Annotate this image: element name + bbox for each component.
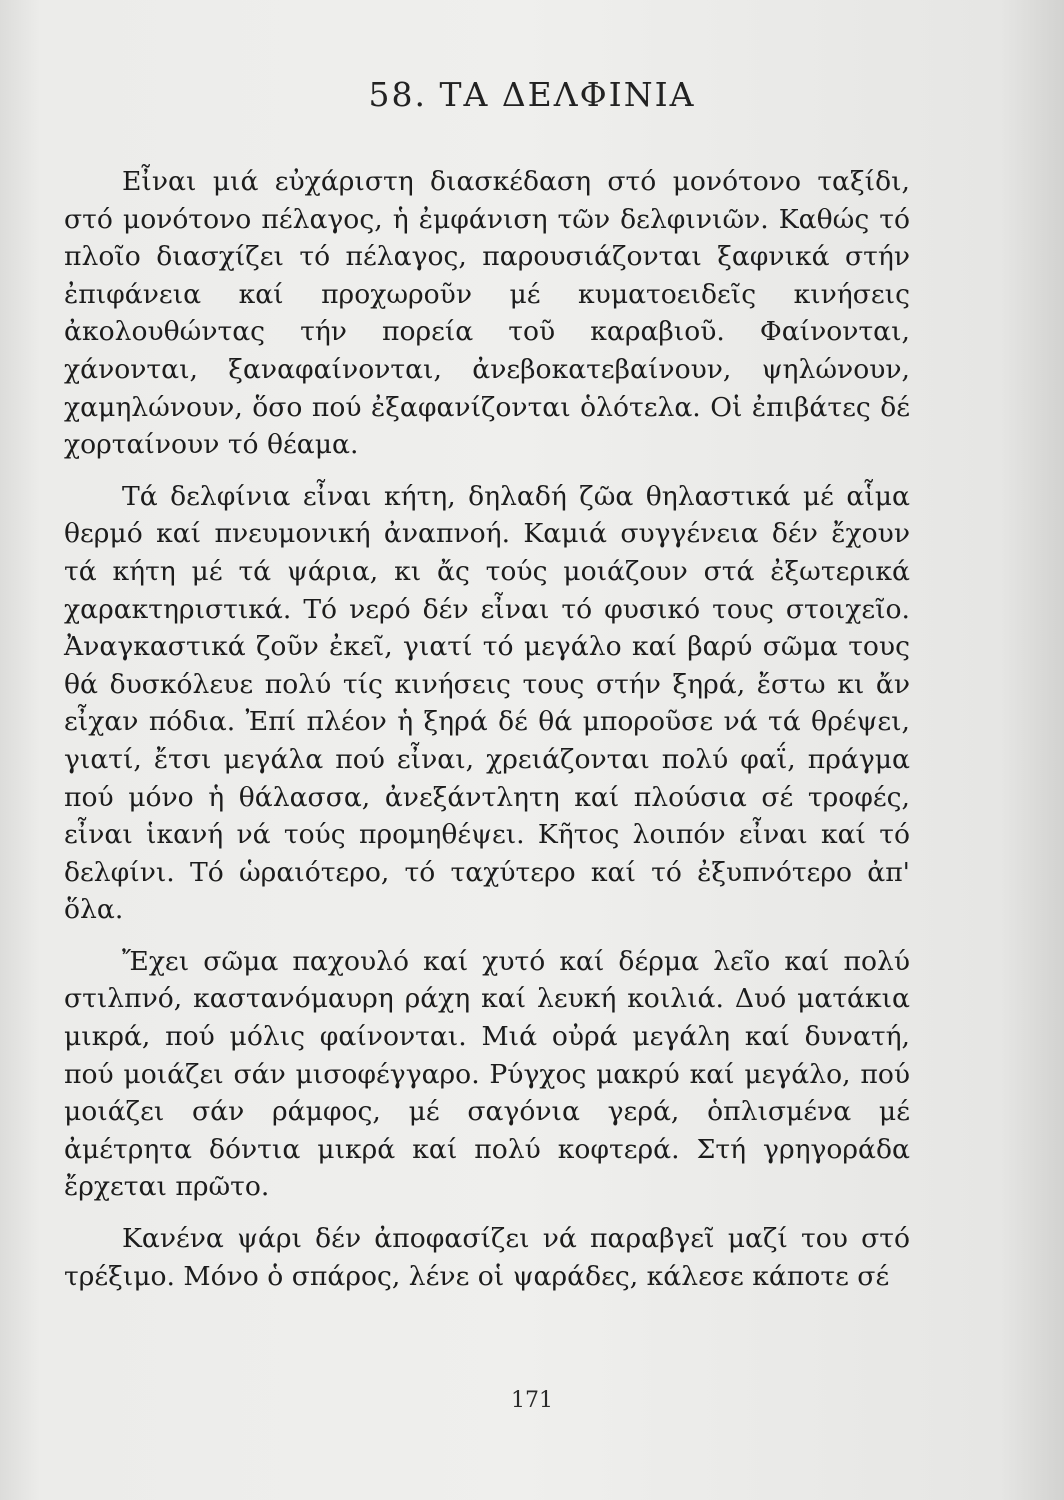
body-text (64, 163, 910, 1309)
paragraph-3: Ἔχει σῶμα παχουλό καί χυτό καί δέρμα λεῖο καί πολύ στιλπνό, καστανόμαυρη ράχη καί λευκή κοιλιά. Δυό ματάκια μικρά, πού μόλις φαίνονται. Μιά οὐρά μεγάλη καί δυνατή, πού μοιάζει σάν μισοφέγγαρο. Ρύγχος μακρύ καί μεγάλο, πού μοιάζει σάν ράμφος, μέ σαγόνια γερά, ὁπλισμένα μέ ἀμέτρητα δόντια μικρά καί πολύ κοφτερά. Στή γρηγοράδα ἔρχεται πρῶτο. (64, 945, 910, 1203)
paragraph-2: Τά δελφίνια εἶναι κήτη, δηλαδή ζῶα θηλαστικά μέ αἷμα θερμό καί πνευμονική ἀναπνοή. Καμιά συγγένεια δέν ἔχουν τά κήτη μέ τά ψάρια, κι ἄς τούς μοιάζουν στά ἐξωτερικά χαρακτηριστικά. Τό νερό δέν εἶναι τό φυσικό τους στοιχεῖο. Ἀναγκαστικά ζοῦν ἐκεῖ, γιατί τό μεγάλο καί βαρύ σῶμα τους θά δυσκόλευε πολύ τίς κινήσεις τους στήν ξηρά, ἔστω κι ἄν εἶχαν πόδια. Ἐπί πλέον ἡ ξηρά δέ θά μποροῦσε νά τά θρέψει, γιατί, ἔτσι μεγάλα πού εἶναι, χρειάζονται πολύ φαΐ, πράγμα πού μόνο ἡ θάλασσα, ἀνεξάντλητη καί πλούσια σέ τροφές, εἶναι ἱκανή νά τούς προμηθέψει. Κῆτος λοιπόν εἶναι καί τό δελφίνι. Τό ὡραιότερο, τό ταχύτερο καί τό ἐξυπνότερο ἀπ' ὅλα. (64, 480, 910, 926)
paragraph-1: Εἶναι μιά εὐχάριστη διασκέδαση στό μονότονο ταξίδι, στό μονότονο πέλαγος, ἡ ἐμφάνιση τῶν δελφινιῶν. Καθώς τό πλοῖο διασχίζει τό πέλαγος, παρουσιάζονται ξαφνικά στήν ἐπιφάνεια καί προχωροῦν μέ κυματοειδεῖς κινήσεις ἀκολουθώντας τήν πορεία τοῦ καραβιοῦ. Φαίνονται, χάνονται, ξαναφαίνονται, ἀνεβοκατεβαίνουν, ψηλώνουν, χαμηλώνουν, ὅσο πού ἐξαφανίζονται ὁλότελα. Οἱ ἐπιβάτες δέ χορταίνουν τό θέαμα. (64, 166, 910, 461)
paragraph-4: Κανένα ψάρι δέν ἀποφασίζει νά παραβγεῖ μαζί του στό τρέξιμο. Μόνο ὁ σπάρος, λένε οἱ ψαράδες, κάλεσε κάποτε σέ (64, 1223, 910, 1292)
page-number: 171 (511, 1388, 553, 1413)
chapter-title: 58. ΤΑ ΔΕΛΦΙΝΙΑ (368, 75, 696, 114)
